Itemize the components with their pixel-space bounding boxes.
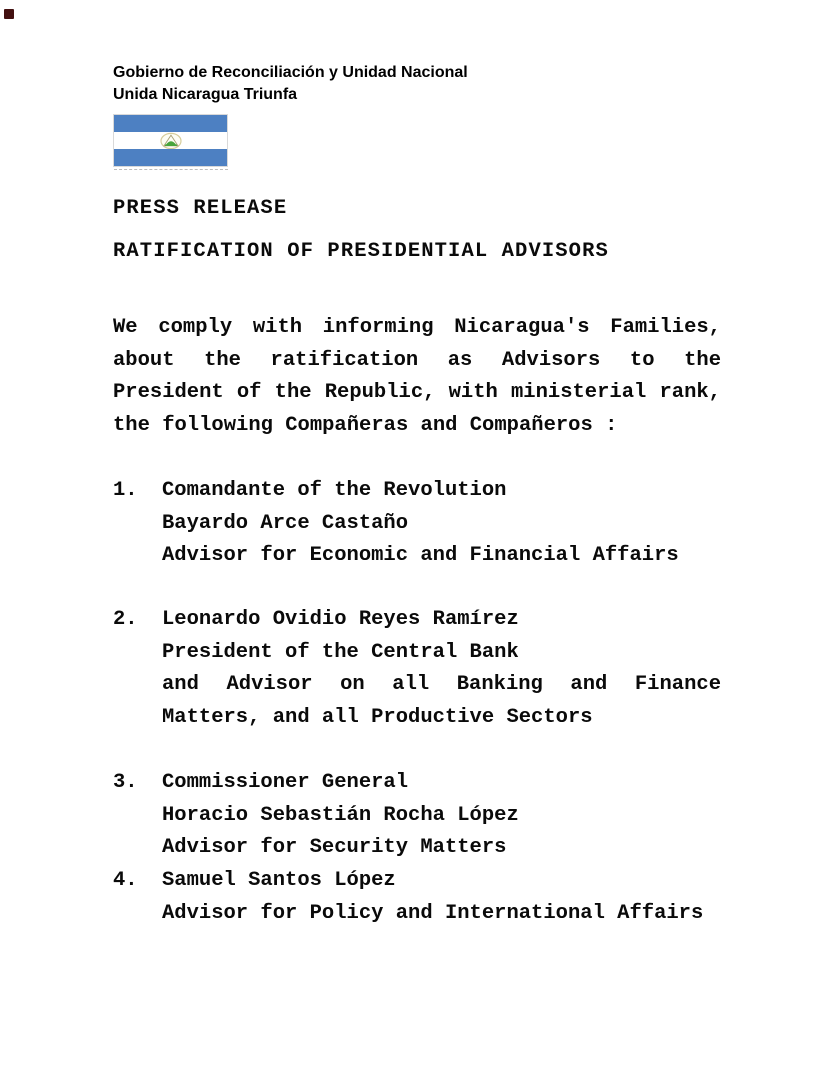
advisor-lines: Samuel Santos López Advisor for Policy and International Affairs	[162, 869, 704, 925]
letterhead	[113, 62, 468, 106]
advisor-lines: Commissioner General Horacio Sebastián Rocha López Advisor for Security Matters	[162, 771, 519, 859]
advisor-number: 4.	[113, 869, 138, 892]
flag-emblem-icon	[157, 132, 185, 150]
advisor-number: 2.	[113, 608, 138, 631]
advisor-item	[113, 475, 721, 573]
corner-mark	[4, 9, 14, 19]
flag-shadow-line	[114, 169, 228, 170]
flag-stripe-middle	[114, 132, 227, 149]
ratification-title: RATIFICATION OF PRESIDENTIAL ADVISORS	[113, 240, 609, 263]
flag-stripe-top	[114, 115, 227, 132]
advisor-item	[113, 604, 721, 734]
flag-stripe-bottom	[114, 149, 227, 166]
advisor-lines: Comandante of the Revolution Bayardo Arce Castaño Advisor for Economic and Financial Affairs	[162, 479, 679, 567]
advisor-item	[113, 767, 721, 865]
letterhead-line1: Gobierno de Reconciliación y Unidad Nacional	[113, 64, 468, 81]
advisor-number: 3.	[113, 771, 138, 794]
advisor-item	[113, 865, 721, 930]
nicaragua-flag	[113, 114, 228, 167]
advisor-lines: Leonardo Ovidio Reyes Ramírez President of the Central Bank and Advisor on all Banking and Finance Matters, and all Productive Sectors	[162, 608, 721, 729]
intro-paragraph: We comply with informing Nicaragua's Families, about the ratification as Advisors to the President of the Republic, with ministerial rank, the following Compañeras and Compañeros :	[113, 316, 721, 437]
advisor-number: 1.	[113, 479, 138, 502]
letterhead-line2: Unida Nicaragua Triunfa	[113, 86, 298, 103]
press-release-title: PRESS RELEASE	[113, 197, 288, 220]
